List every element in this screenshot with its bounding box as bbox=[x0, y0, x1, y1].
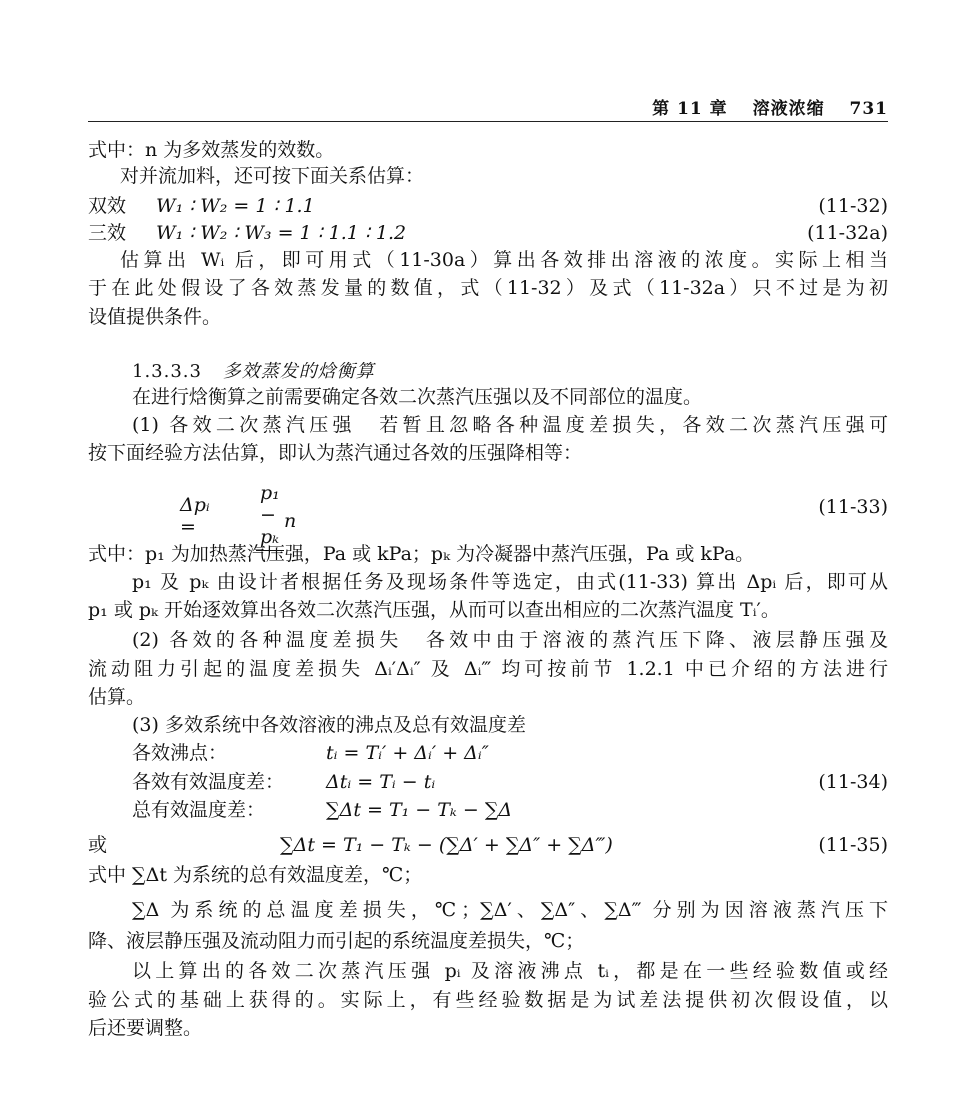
text-line: 降、液层静压强及流动阻力而引起的系统温度差损失，℃； bbox=[88, 930, 585, 952]
header-rule bbox=[88, 121, 888, 122]
text-line: 式中 ∑Δt 为系统的总有效温度差，℃； bbox=[88, 864, 423, 886]
text-line: p₁ 或 pₖ 开始逐效算出各效二次蒸汽压强，从而可以查出相应的二次蒸汽温度 Tᵢ′。 bbox=[88, 599, 780, 621]
text-line: (2) 各效的各种温度差损失 各效中由于溶液的蒸汽压下降、液层静压强及 bbox=[132, 629, 888, 651]
text-line: 于在此处假设了各效蒸发量的数值，式（11-32）及式（11-32a）只不过是为初 bbox=[88, 277, 888, 299]
text-line: 在进行焓衡算之前需要确定各效二次蒸汽压强以及不同部位的温度。 bbox=[132, 386, 703, 408]
eq-lhs: Δpᵢ = bbox=[180, 494, 210, 538]
chapter-title: 溶液浓缩 bbox=[752, 99, 825, 119]
equation-line bbox=[88, 220, 888, 246]
equation-number: (11-34) bbox=[818, 771, 888, 793]
eq-label: 各效有效温度差： bbox=[132, 771, 285, 793]
eq-label: 三效 bbox=[88, 222, 127, 244]
equation-number: (11-35) bbox=[818, 834, 888, 856]
text-line: 设值提供条件。 bbox=[88, 306, 222, 328]
text-line: 式中：p₁ 为加热蒸汽压强，Pa 或 kPa；pₖ 为冷凝器中蒸汽压强，Pa 或 kPa。 bbox=[88, 543, 755, 565]
eq-label: 双效 bbox=[88, 195, 127, 217]
equation: tᵢ = Tᵢ′ + Δᵢ′ + Δᵢ″ bbox=[326, 742, 489, 764]
text-line: 按下面经验方法估算，即认为蒸汽通过各效的压强降相等： bbox=[88, 442, 583, 464]
equation-number: (11-32a) bbox=[807, 222, 888, 244]
equation: Δtᵢ = Tᵢ − tᵢ bbox=[326, 771, 436, 793]
eq-label: 或 bbox=[88, 834, 108, 856]
equation: W₁ ∶ W₂ = 1 ∶ 1.1 bbox=[156, 195, 315, 217]
text-line: 验公式的基础上获得的。实际上，有些经验数据是为试差法提供初次假设值，以 bbox=[88, 989, 888, 1011]
equation-line bbox=[132, 769, 888, 795]
text-line: 以上算出的各效二次蒸汽压强 pᵢ 及溶液沸点 tᵢ，都是在一些经验数值或经 bbox=[132, 960, 888, 982]
text-line: 估算出 Wᵢ 后，即可用式（11-30a）算出各效排出溶液的浓度。实际上相当 bbox=[120, 249, 888, 271]
text-line: 估算。 bbox=[88, 686, 146, 708]
text-line: 式中：n 为多效蒸发的效数。 bbox=[88, 139, 335, 161]
text-line: p₁ 及 pₖ 由设计者根据任务及现场条件等选定，由式(11-33) 算出 Δpᵢ 后，即可从 bbox=[132, 571, 888, 593]
running-header bbox=[88, 94, 888, 118]
text-line: ∑Δ 为系统的总温度差损失，℃；∑Δ′、∑Δ″、∑Δ‴ 分别为因溶液蒸汽压下 bbox=[132, 899, 888, 921]
section-number: 1.3.3.3 bbox=[132, 361, 202, 382]
equation-number: (11-33) bbox=[818, 496, 888, 518]
eq-label: 总有效温度差： bbox=[132, 799, 266, 821]
eq-denominator: n bbox=[284, 510, 297, 532]
text-line: 流动阻力引起的温度差损失 Δᵢ′Δᵢ″ 及 Δᵢ‴ 均可按前节 1.2.1 中已介绍的方法进行 bbox=[88, 658, 888, 680]
equation-number: (11-32) bbox=[818, 195, 888, 217]
equation-line bbox=[88, 832, 888, 858]
eq-label: 各效沸点： bbox=[132, 742, 228, 764]
text-line: 对并流加料，还可按下面关系估算： bbox=[120, 165, 425, 187]
equation-line bbox=[132, 797, 888, 823]
text-line: (3) 多效系统中各效溶液的沸点及总有效温度差 bbox=[132, 714, 526, 736]
page-number: 731 bbox=[849, 99, 888, 119]
section-title: 多效蒸发的焓衡算 bbox=[222, 361, 375, 382]
text-line: 后还要调整。 bbox=[88, 1017, 203, 1039]
chapter-label: 第 11 章 bbox=[652, 99, 728, 119]
eq-numerator: p₁ − pₖ bbox=[256, 482, 284, 551]
equation: ∑Δt = T₁ − Tₖ − (∑Δ′ + ∑Δ″ + ∑Δ‴) bbox=[280, 834, 613, 856]
equation-line bbox=[88, 193, 888, 219]
section-heading bbox=[132, 357, 375, 383]
equation: W₁ ∶ W₂ ∶ W₃ = 1 ∶ 1.1 ∶ 1.2 bbox=[156, 222, 407, 244]
text-line: (1) 各效二次蒸汽压强 若暂且忽略各种温度差损失，各效二次蒸汽压强可 bbox=[132, 414, 888, 436]
equation-line bbox=[132, 740, 888, 766]
equation: ∑Δt = T₁ − Tₖ − ∑Δ bbox=[326, 799, 513, 821]
